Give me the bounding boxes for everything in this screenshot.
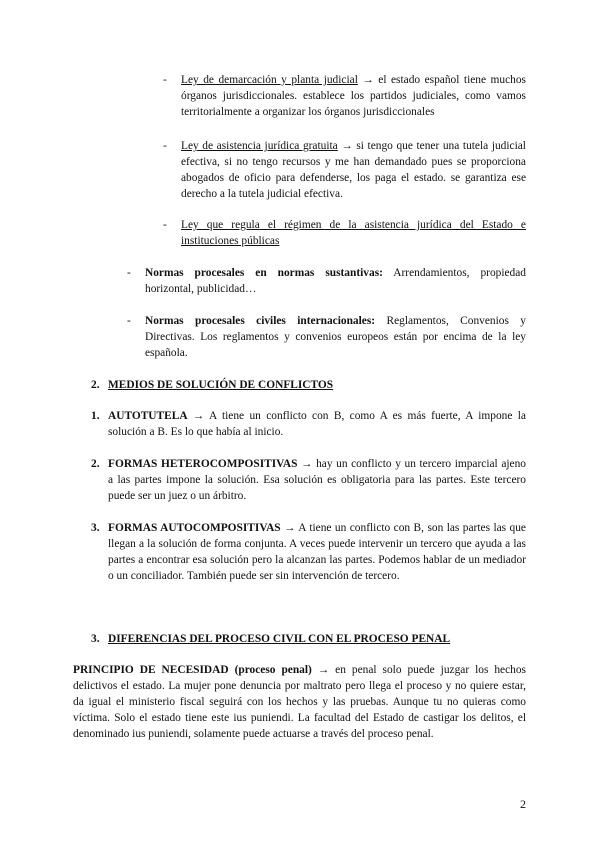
item-autotutela xyxy=(108,408,526,440)
law-text: → el estado español tiene muchos órganos jurisdiccionales. establece los partidos judiciales, como vamos territorialmente a organizar los órganos jurisdiccionales xyxy=(181,74,526,118)
norm-text: Reglamentos, Convenios y Directivas. Los reglamentos y convenios europeos están por encima de la ley española. xyxy=(145,315,526,359)
item-number: 1. xyxy=(91,410,100,422)
bullet-dash: - xyxy=(163,140,167,152)
law-title: Ley de asistencia jurídica gratuita xyxy=(181,140,338,152)
norm-title: Normas procesales en normas sustantivas: xyxy=(145,267,383,279)
law-title: Ley que regula el régimen de la asistencia jurídica del Estado e instituciones públicas xyxy=(181,219,526,247)
section-number: 2. xyxy=(91,379,100,391)
norm-item-internacionales xyxy=(145,313,526,361)
item-number: 2. xyxy=(91,458,100,470)
item-text: → A tiene un conflicto con B, como A es más fuerte, A impone la solución a B. Es lo que había al inicio. xyxy=(108,410,526,438)
law-title: Ley de demarcación y planta judicial xyxy=(181,74,358,86)
law-item-demarcacion xyxy=(181,72,526,120)
bullet-dash: - xyxy=(163,74,167,86)
law-item-asistencia-gratuita xyxy=(181,138,526,202)
item-autocompositivas xyxy=(108,520,526,584)
item-title: AUTOTUTELA xyxy=(108,410,188,422)
law-text: → si tengo que tener una tutela judicial efectiva, si no tengo recursos y me han demandado pues se proporciona abogados de oficio para defenderse, los paga el estado. se garantiza ese derecho a la tutela judicial efectiva. xyxy=(181,140,526,200)
principle-paragraph xyxy=(73,662,526,742)
item-heterocompositivas xyxy=(108,456,526,504)
bullet-dash: - xyxy=(127,267,131,279)
item-number: 3. xyxy=(91,522,100,534)
bullet-dash: - xyxy=(127,315,131,327)
norm-item-sustantivas xyxy=(145,265,526,297)
norm-text: Arrendamientos, propiedad horizontal, publicidad… xyxy=(145,267,526,295)
section-heading: MEDIOS DE SOLUCIÓN DE CONFLICTOS xyxy=(108,379,334,391)
item-text: → hay un conflicto y un tercero imparcial ajeno a las partes impone la solución. Esa solución es obligatoria para las partes. Este tercero puede ser un juez o un árbitro. xyxy=(108,458,526,502)
item-title: FORMAS AUTOCOMPOSITIVAS xyxy=(108,522,281,534)
norm-title: Normas procesales civiles internacionales: xyxy=(145,315,376,327)
law-item-regimen-asistencia xyxy=(181,217,526,249)
section-heading: DIFERENCIAS DEL PROCESO CIVIL CON EL PROCESO PENAL xyxy=(108,633,451,645)
principle-text: → en penal solo puede juzgar los hechos delictivos el estado. La mujer pone denuncia por maltrato pero llega el proceso y no quiere estar, da igual el ministerio fiscal seguirá con los hechos y las pruebas. Aunque tu no quieras como víctima. Solo el estado tiene este ius puniendi. La facultad del Estado de castigar los delitos, el denominado ius puniendi, solamente puede actuarse a través del proceso penal. xyxy=(73,664,526,740)
item-text: → A tiene un conflicto con B, son las partes las que llegan a la solución de forma conjunta. A veces puede intervenir un tercero que ayuda a las partes a encontrar esa solución pero la alcanzan las partes. Podemos hablar de un mediador o un conciliador. También puede ser sin intervención de tercero. xyxy=(108,522,526,582)
item-title: FORMAS HETEROCOMPOSITIVAS xyxy=(108,458,298,470)
principle-title: PRINCIPIO DE NECESIDAD (proceso penal) xyxy=(73,664,312,676)
bullet-dash: - xyxy=(163,219,167,231)
section-number: 3. xyxy=(91,633,100,645)
page-number: 2 xyxy=(520,797,526,811)
